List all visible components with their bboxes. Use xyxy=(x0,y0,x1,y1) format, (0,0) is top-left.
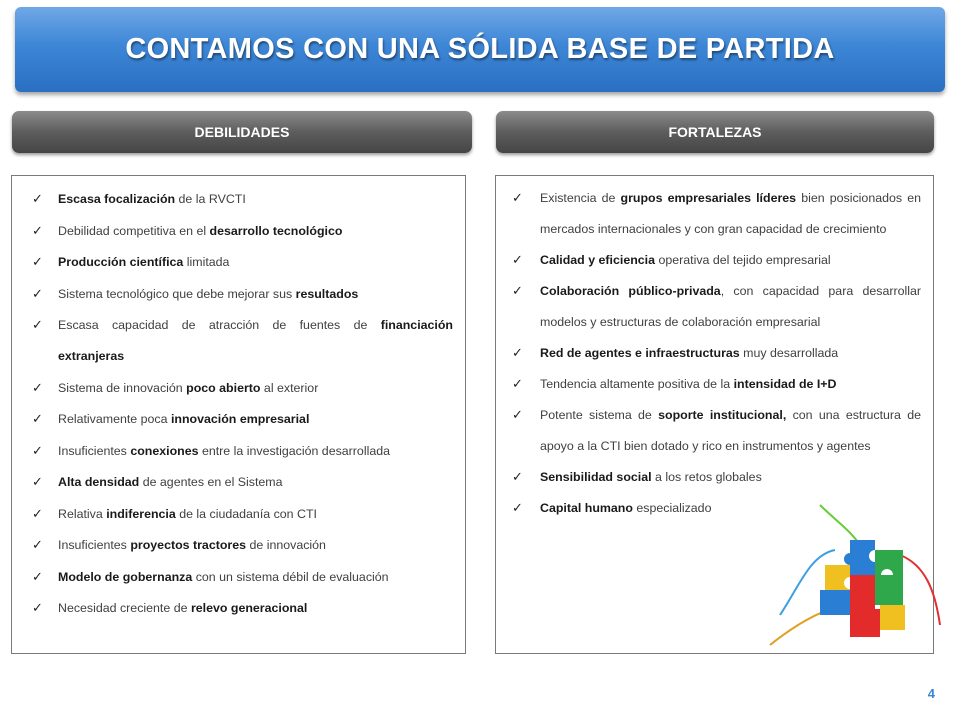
checkmark-icon: ✓ xyxy=(512,408,523,423)
debilidad-item xyxy=(12,499,465,530)
item-bold-text: relevo generacional xyxy=(190,601,308,615)
item-bold-text: conexiones xyxy=(130,443,199,458)
item-text: Debilidad competitiva en el xyxy=(58,223,210,238)
page-number: 4 xyxy=(927,686,935,701)
checkmark-icon: ✓ xyxy=(32,569,43,585)
item-text: bien posicionados en mercados internacionales y con gran capacidad de crecimiento xyxy=(540,191,921,236)
item-text: de innovación xyxy=(246,538,326,552)
debilidades-list xyxy=(12,176,465,624)
checkmark-icon: ✓ xyxy=(32,601,43,616)
item-text: , con capacidad para desarrollar modelos y estructuras de colaboración empresarial xyxy=(540,284,922,329)
checkmark-icon: ✓ xyxy=(512,377,523,392)
item-text: Tendencia altamente positiva de la xyxy=(540,377,734,391)
item-text: entre la investigación desarrollada xyxy=(198,443,390,458)
debilidad-item xyxy=(12,530,465,561)
item-bold-text: Calidad y eficiencia xyxy=(540,253,656,267)
item-bold-text: resultados xyxy=(295,286,359,301)
debilidades-header xyxy=(12,111,472,153)
item-text: Escasa capacidad de atracción de fuentes de xyxy=(58,318,381,332)
item-text: Insuficientes xyxy=(58,443,131,458)
checkmark-icon: ✓ xyxy=(32,412,43,427)
item-text: a los retos globales xyxy=(651,470,762,484)
page-title: CONTAMOS CON UNA SÓLIDA BASE DE PARTIDA xyxy=(125,33,835,65)
item-bold-text: poco abierto xyxy=(186,380,261,395)
item-bold-text: Red de agentes e infraestructuras xyxy=(540,346,740,360)
item-text: de agentes en el Sistema xyxy=(139,475,283,489)
checkmark-icon: ✓ xyxy=(32,192,43,207)
item-text: operativa del tejido empresarial xyxy=(655,253,831,267)
item-text: limitada xyxy=(183,255,230,269)
checkmark-icon: ✓ xyxy=(32,506,43,522)
item-text: Necesidad creciente de xyxy=(58,601,191,615)
fortaleza-item xyxy=(496,338,933,369)
item-text: de la RVCTI xyxy=(175,192,246,206)
item-bold-text: intensidad de I+D xyxy=(733,377,837,391)
item-text: Insuficientes xyxy=(58,538,131,552)
item-text: Existencia de xyxy=(540,191,621,205)
item-bold-text: Colaboración público-privada xyxy=(540,284,721,298)
item-bold-text: desarrollo tecnológico xyxy=(209,223,343,238)
fortalezas-header-label: FORTALEZAS xyxy=(668,124,762,140)
title-banner xyxy=(15,7,945,92)
checkmark-icon: ✓ xyxy=(512,284,523,299)
debilidad-item xyxy=(12,279,465,310)
item-text: con un sistema débil de evaluación xyxy=(192,569,389,584)
debilidad-item xyxy=(12,373,465,404)
debilidades-header-label: DEBILIDADES xyxy=(194,124,290,140)
fortaleza-item xyxy=(496,276,933,338)
debilidad-item xyxy=(12,216,465,247)
item-bold-text: Capital humano xyxy=(540,501,633,515)
checkmark-icon: ✓ xyxy=(512,191,523,206)
item-bold-text: Alta densidad xyxy=(58,475,140,489)
item-text: Potente sistema de xyxy=(540,408,659,422)
debilidad-item xyxy=(12,562,465,593)
debilidad-item xyxy=(12,184,465,215)
checkmark-icon: ✓ xyxy=(32,475,43,490)
fortaleza-item xyxy=(496,245,933,276)
checkmark-icon: ✓ xyxy=(32,380,43,396)
item-text: Sistema de innovación xyxy=(58,380,187,395)
debilidad-item xyxy=(12,436,465,467)
checkmark-icon: ✓ xyxy=(32,318,43,333)
item-text: al exterior xyxy=(260,380,319,395)
item-bold-text: financiación extranjeras xyxy=(58,318,453,363)
fortaleza-item xyxy=(496,183,933,245)
item-bold-text: soporte institucional, xyxy=(658,408,787,422)
item-bold-text: Escasa focalización xyxy=(58,192,176,206)
item-bold-text: grupos empresariales líderes xyxy=(620,191,797,205)
item-bold-text: proyectos tractores xyxy=(130,538,247,552)
checkmark-icon: ✓ xyxy=(512,253,523,268)
item-bold-text: Sensibilidad social xyxy=(540,470,652,484)
checkmark-icon: ✓ xyxy=(32,223,43,239)
checkmark-icon: ✓ xyxy=(32,255,43,270)
debilidades-panel xyxy=(11,175,466,654)
debilidad-item xyxy=(12,404,465,435)
debilidad-item xyxy=(12,467,465,498)
item-text: con una estructura de apoyo a la CTI bien dotado y rico en instrumentos y agentes xyxy=(540,408,922,453)
item-text: especializado xyxy=(632,501,712,515)
checkmark-icon: ✓ xyxy=(32,538,43,553)
debilidad-item xyxy=(12,310,465,372)
fortaleza-item xyxy=(496,462,933,493)
item-text: Sistema tecnológico que debe mejorar sus xyxy=(58,286,296,301)
item-bold-text: Modelo de gobernanza xyxy=(58,569,193,584)
debilidad-item xyxy=(12,593,465,624)
fortalezas-list xyxy=(496,176,933,524)
item-text: Relativa xyxy=(58,506,107,521)
debilidad-item xyxy=(12,247,465,278)
checkmark-icon: ✓ xyxy=(512,501,523,516)
item-bold-text: innovación empresarial xyxy=(170,412,310,426)
fortalezas-header xyxy=(496,111,934,153)
item-bold-text: Producción científica xyxy=(58,255,184,269)
checkmark-icon: ✓ xyxy=(32,286,43,302)
item-text: Relativamente poca xyxy=(58,412,171,426)
checkmark-icon: ✓ xyxy=(32,443,43,459)
checkmark-icon: ✓ xyxy=(512,346,523,361)
item-text: de la ciudadanía con CTI xyxy=(175,506,317,521)
puzzle-pieces-icon xyxy=(760,495,945,670)
fortaleza-item xyxy=(496,369,933,400)
item-bold-text: indiferencia xyxy=(106,506,176,521)
checkmark-icon: ✓ xyxy=(512,470,523,485)
fortaleza-item xyxy=(496,400,933,462)
item-text: muy desarrollada xyxy=(739,346,839,360)
